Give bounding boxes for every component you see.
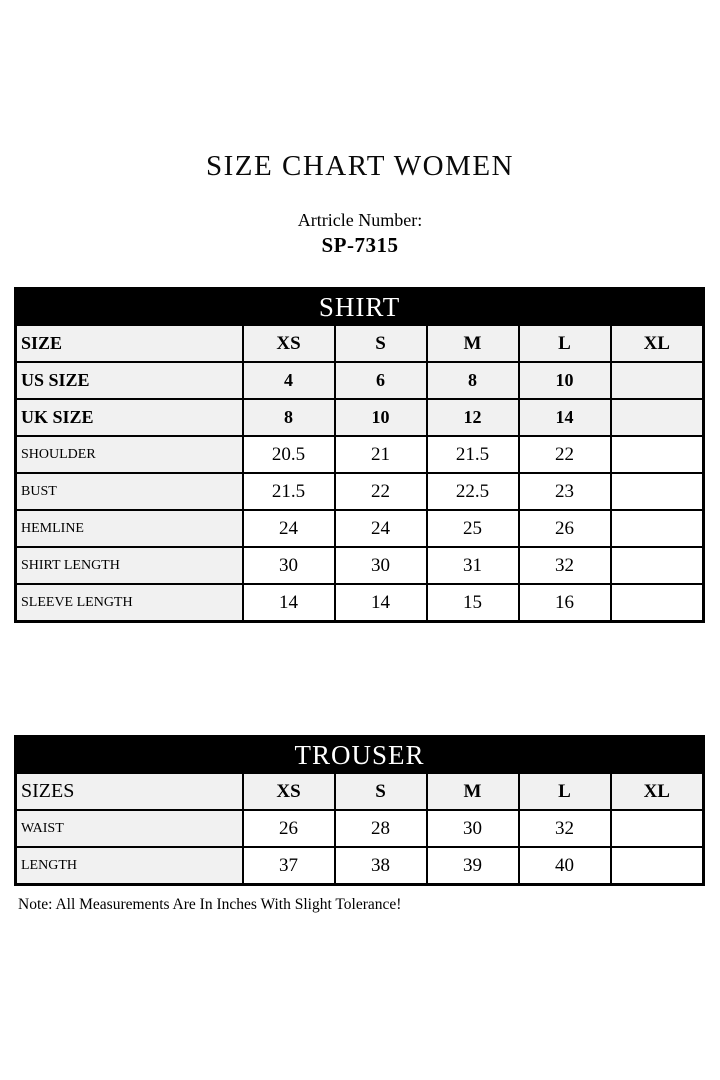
column-header-xl: XL xyxy=(611,325,704,362)
cell-value: 26 xyxy=(519,510,611,547)
row-label: WAIST xyxy=(16,810,243,847)
table-row-sleeve-length xyxy=(16,584,704,622)
cell-value: 14 xyxy=(335,584,427,622)
cell-value-empty xyxy=(611,547,704,584)
column-header-xs: XS xyxy=(243,773,335,810)
cell-value: 24 xyxy=(335,510,427,547)
shirt-table-caption-row xyxy=(16,289,704,326)
cell-value-empty xyxy=(611,399,704,436)
cell-value: 6 xyxy=(335,362,427,399)
cell-value: 31 xyxy=(427,547,519,584)
row-label: HEMLINE xyxy=(16,510,243,547)
column-header-s: S xyxy=(335,773,427,810)
cell-value: 8 xyxy=(427,362,519,399)
cell-value: 28 xyxy=(335,810,427,847)
article-number-label: Artricle Number: xyxy=(297,210,423,230)
column-header-xl: XL xyxy=(611,773,704,810)
cell-value: 38 xyxy=(335,847,427,885)
cell-value: 12 xyxy=(427,399,519,436)
cell-value: 37 xyxy=(243,847,335,885)
row-label: US SIZE xyxy=(16,362,243,399)
cell-value: 30 xyxy=(427,810,519,847)
cell-value: 21.5 xyxy=(427,436,519,473)
row-label: UK SIZE xyxy=(16,399,243,436)
shirt-size-header-row xyxy=(16,325,704,362)
cell-value-empty xyxy=(611,584,704,622)
trouser-size-header-row xyxy=(16,773,704,810)
row-label: SHIRT LENGTH xyxy=(16,547,243,584)
cell-value: 20.5 xyxy=(243,436,335,473)
note-text: Note: All Measurements Are In Inches With Slight Tolerance! xyxy=(18,896,402,913)
trouser-sizes-column-label: SIZES xyxy=(16,773,243,810)
cell-value: 10 xyxy=(519,362,611,399)
table-row-us-size xyxy=(16,362,704,399)
cell-value: 21 xyxy=(335,436,427,473)
cell-value-empty xyxy=(611,436,704,473)
cell-value-empty xyxy=(611,810,704,847)
cell-value: 30 xyxy=(335,547,427,584)
cell-value: 40 xyxy=(519,847,611,885)
row-label: LENGTH xyxy=(16,847,243,885)
cell-value-empty xyxy=(611,362,704,399)
table-row-bust xyxy=(16,473,704,510)
column-header-m: M xyxy=(427,773,519,810)
trouser-table-caption-row xyxy=(16,737,704,774)
cell-value: 23 xyxy=(519,473,611,510)
row-label: BUST xyxy=(16,473,243,510)
table-row-length xyxy=(16,847,704,885)
column-header-m: M xyxy=(427,325,519,362)
shirt-size-table xyxy=(14,287,705,623)
trouser-size-table xyxy=(14,735,705,886)
table-row-uk-size xyxy=(16,399,704,436)
cell-value: 24 xyxy=(243,510,335,547)
cell-value-empty xyxy=(611,510,704,547)
cell-value: 32 xyxy=(519,810,611,847)
cell-value-empty xyxy=(611,847,704,885)
cell-value: 16 xyxy=(519,584,611,622)
trouser-table-caption: TROUSER xyxy=(16,737,704,774)
cell-value-empty xyxy=(611,473,704,510)
row-label: SHOULDER xyxy=(16,436,243,473)
cell-value: 21.5 xyxy=(243,473,335,510)
cell-value: 10 xyxy=(335,399,427,436)
cell-value: 26 xyxy=(243,810,335,847)
table-row-shoulder xyxy=(16,436,704,473)
column-header-s: S xyxy=(335,325,427,362)
cell-value: 15 xyxy=(427,584,519,622)
row-label: SLEEVE LENGTH xyxy=(16,584,243,622)
cell-value: 32 xyxy=(519,547,611,584)
cell-value: 39 xyxy=(427,847,519,885)
cell-value: 14 xyxy=(519,399,611,436)
page-title: SIZE CHART WOMEN xyxy=(206,150,514,182)
table-row-shirt-length xyxy=(16,547,704,584)
column-header-l: L xyxy=(519,325,611,362)
table-row-waist xyxy=(16,810,704,847)
table-row-hemline xyxy=(16,510,704,547)
cell-value: 8 xyxy=(243,399,335,436)
column-header-l: L xyxy=(519,773,611,810)
cell-value: 14 xyxy=(243,584,335,622)
cell-value: 25 xyxy=(427,510,519,547)
shirt-table-caption: SHIRT xyxy=(16,289,704,326)
column-header-xs: XS xyxy=(243,325,335,362)
shirt-size-column-label: SIZE xyxy=(16,325,243,362)
cell-value: 30 xyxy=(243,547,335,584)
cell-value: 4 xyxy=(243,362,335,399)
cell-value: 22.5 xyxy=(427,473,519,510)
cell-value: 22 xyxy=(335,473,427,510)
cell-value: 22 xyxy=(519,436,611,473)
article-number-value: SP-7315 xyxy=(321,233,399,257)
